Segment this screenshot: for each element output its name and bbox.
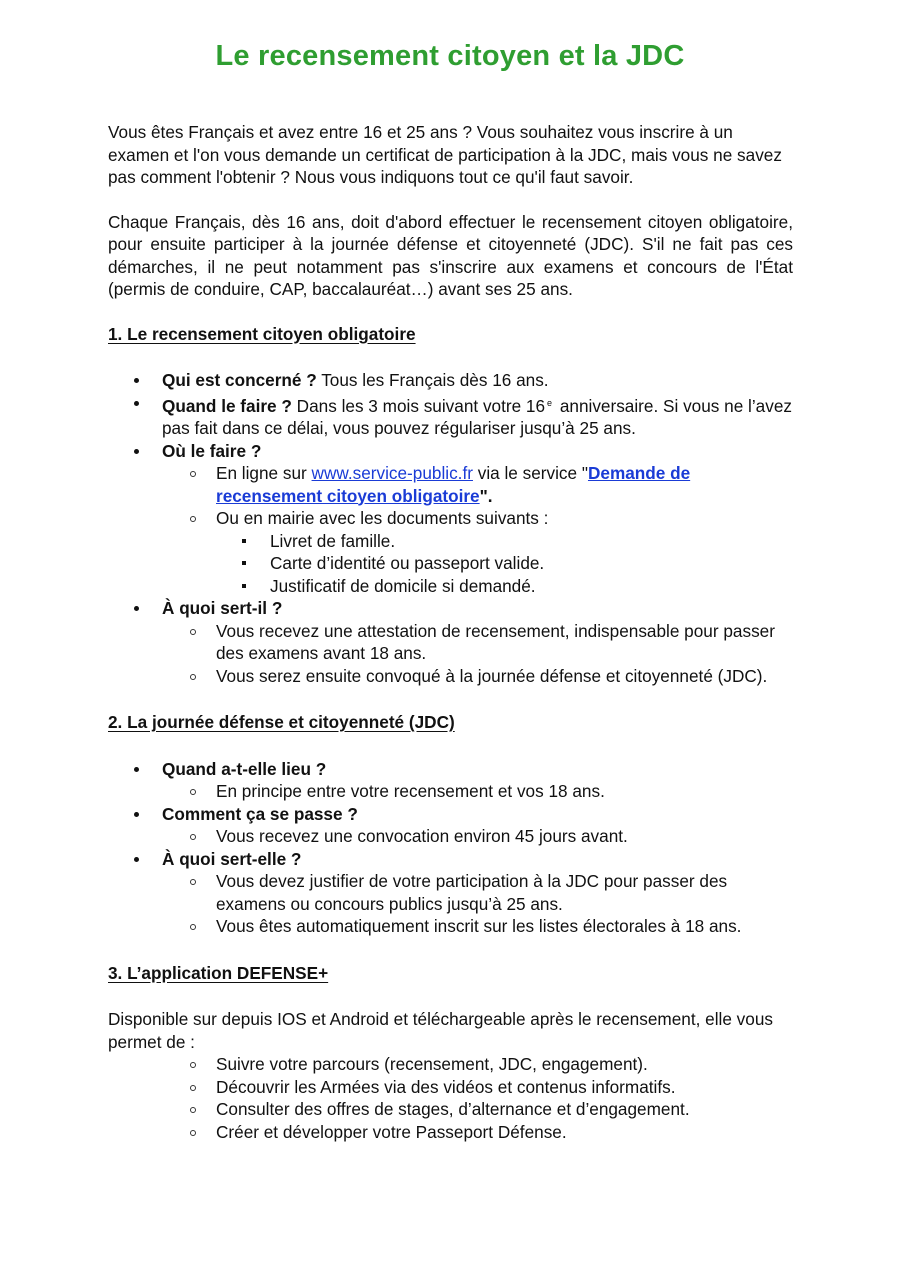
list-item xyxy=(108,392,793,440)
document-item xyxy=(216,552,793,575)
bullet-icon xyxy=(134,378,139,383)
bullet-icon xyxy=(134,449,139,454)
sublist xyxy=(162,462,793,597)
bullet-icon xyxy=(134,812,139,817)
intro-paragraph-1: Vous êtes Français et avez entre 16 et 25 ans ? Vous souhaitez vous inscrire à un examen et l'on vous demande un certificat de participation à la JDC, mais vous ne savez pas comment l'obtenir ? Nous vous indiquons tout ce qu'il faut savoir. xyxy=(108,122,782,187)
item-text: Vous serez ensuite convoqué à la journée défense et citoyenneté (JDC). xyxy=(216,665,768,686)
demande-recensement-link[interactable]: Demande de recensement citoyen obligatoire xyxy=(216,463,691,506)
item-text: Suivre votre parcours (recensement, JDC, engagement). xyxy=(216,1054,648,1074)
section-heading-jdc: 2. La journée défense et citoyenneté (JDC) xyxy=(108,712,455,732)
item-label: Où le faire ? xyxy=(162,440,262,461)
sublist xyxy=(162,780,793,803)
defense-app-features xyxy=(108,1053,793,1143)
item-text: En ligne sur xyxy=(216,463,312,483)
item-label: Qui est concerné ? xyxy=(162,370,317,390)
square-bullet-icon xyxy=(242,584,246,588)
sublist-item xyxy=(162,915,793,938)
feature-item xyxy=(162,1098,793,1121)
circle-bullet-icon xyxy=(190,1062,196,1068)
circle-bullet-icon xyxy=(190,789,196,795)
item-text: Vous recevez une attestation de recensement, indispensable pour passer des examens avant 18 ans. xyxy=(216,620,775,663)
sublist-item xyxy=(162,870,793,915)
square-bullet-icon xyxy=(242,561,246,565)
sublist-item xyxy=(162,825,793,848)
intro-paragraph-2: Chaque Français, dès 16 ans, doit d'abord effectuer le recensement citoyen obligatoire, pour ensuite participer à la journée défense et citoyenneté (JDC). S'il ne fait pas ces démarches, il ne peut notamment pas s'inscrire aux examens et concours de l'État (permis de conduire, CAP, baccalauréat…) avant ses 25 ans. xyxy=(108,211,793,299)
sublist-item xyxy=(162,665,793,688)
item-text: Découvrir les Armées via des vidéos et contenus informatifs. xyxy=(216,1076,676,1097)
bullet-icon xyxy=(134,606,139,611)
item-text: Vous êtes automatiquement inscrit sur les listes électorales à 18 ans. xyxy=(216,916,742,936)
feature-item xyxy=(162,1076,793,1099)
bullet-icon xyxy=(134,767,139,772)
section-heading-defense-app: 3. L’application DEFENSE+ xyxy=(108,962,329,983)
list-item xyxy=(108,597,793,687)
item-text: Carte d’identité ou passeport valide. xyxy=(270,553,545,573)
feature-item xyxy=(162,1121,793,1144)
circle-bullet-icon xyxy=(190,629,196,635)
sublist-item xyxy=(162,507,793,597)
list-item xyxy=(108,758,793,803)
service-public-link[interactable]: www.service-public.fr xyxy=(311,463,473,483)
item-text: via le service " xyxy=(472,463,588,483)
documents-list xyxy=(216,530,793,598)
item-text: Justificatif de domicile si demandé. xyxy=(270,575,536,596)
item-label: Quand le faire ? xyxy=(162,395,292,416)
bullet-icon xyxy=(134,401,139,406)
circle-bullet-icon xyxy=(190,924,196,930)
section2-list xyxy=(108,758,793,938)
item-text: Dans les 3 mois suivant votre 16 xyxy=(291,395,546,416)
section-heading-recensement: 1. Le recensement citoyen obligatoire xyxy=(108,323,416,344)
page-title: Le recensement citoyen et la JDC xyxy=(215,40,685,72)
circle-bullet-icon xyxy=(190,1085,196,1091)
item-text: anniversaire. Si vous ne l’avez pas fait dans ce délai, vous pouvez régulariser jusqu’à 25 ans. xyxy=(162,395,792,438)
list-item xyxy=(108,848,793,938)
item-label: Quand a-t-elle lieu ? xyxy=(162,758,327,779)
circle-bullet-icon xyxy=(190,879,196,885)
square-bullet-icon xyxy=(242,539,246,543)
sublist-item xyxy=(162,780,793,803)
sublist xyxy=(162,870,793,938)
list-item xyxy=(108,803,793,848)
item-text: Tous les Français dès 16 ans. xyxy=(316,370,549,390)
item-text: Livret de famille. xyxy=(270,530,396,551)
item-text: Vous devez justifier de votre participation à la JDC pour passer des examens ou concours publics jusqu’à 25 ans. xyxy=(216,871,728,914)
feature-item xyxy=(162,1053,793,1076)
list-item xyxy=(108,440,793,598)
item-text: ". xyxy=(479,485,493,506)
sublist xyxy=(162,620,793,688)
item-label: À quoi sert-il ? xyxy=(162,598,283,618)
circle-bullet-icon xyxy=(190,516,196,522)
item-label: Comment ça se passe ? xyxy=(162,803,358,824)
item-text: Consulter des offres de stages, d’alternance et d’engagement. xyxy=(216,1099,690,1119)
circle-bullet-icon xyxy=(190,1107,196,1113)
sublist-item xyxy=(162,462,793,507)
item-text: Ou en mairie avec les documents suivants : xyxy=(216,508,549,528)
item-text: En principe entre votre recensement et vos 18 ans. xyxy=(216,781,605,801)
superscript: e xyxy=(547,397,553,408)
document-item xyxy=(216,530,793,553)
document-body xyxy=(108,121,793,1143)
sublist-item xyxy=(162,620,793,665)
circle-bullet-icon xyxy=(190,471,196,477)
bullet-icon xyxy=(134,857,139,862)
list-item xyxy=(108,369,793,392)
sublist xyxy=(162,825,793,848)
circle-bullet-icon xyxy=(190,1130,196,1136)
document-item xyxy=(216,575,793,598)
item-text: Vous recevez une convocation environ 45 jours avant. xyxy=(216,826,628,846)
circle-bullet-icon xyxy=(190,834,196,840)
item-text: Créer et développer votre Passeport Défense. xyxy=(216,1121,567,1142)
item-label: À quoi sert-elle ? xyxy=(162,848,302,869)
circle-bullet-icon xyxy=(190,674,196,680)
section1-list xyxy=(108,369,793,687)
defense-app-paragraph: Disponible sur depuis IOS et Android et téléchargeable après le recensement, elle vous permet de : xyxy=(108,1009,773,1052)
